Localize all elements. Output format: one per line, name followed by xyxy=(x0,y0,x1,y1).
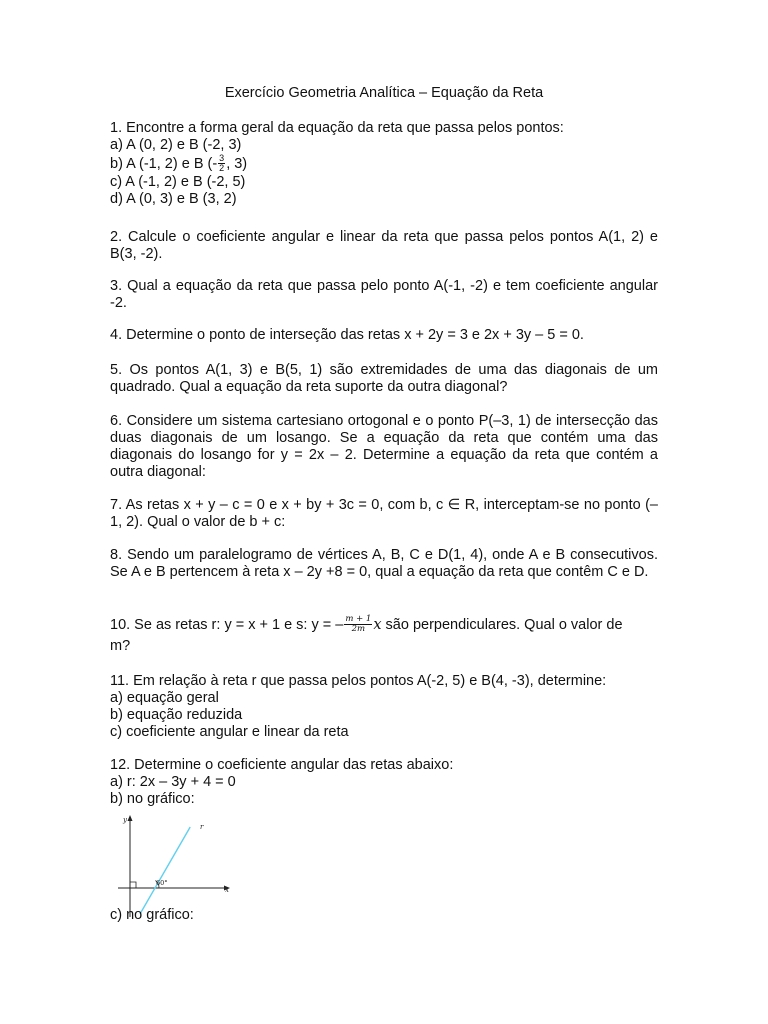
question-1-item-d: d) A (0, 3) e B (3, 2) xyxy=(110,191,237,207)
line-graph xyxy=(112,812,252,922)
question-12-stem: 12. Determine o coeficiente angular das retas abaixo: xyxy=(110,757,454,773)
question-4: 4. Determine o ponto de interseção das retas x + 2y = 3 e 2x + 3y – 5 = 0. xyxy=(110,327,584,343)
question-1-stem: 1. Encontre a forma geral da equação da reta que passa pelos pontos: xyxy=(110,120,564,136)
question-10-end: m? xyxy=(110,638,131,654)
question-6: 6. Considere um sistema cartesiano ortogonal e o ponto P(–3, 1) de intersecção das duas diagonais de um losango. Se a equação da reta que contém uma das diagonais do losango for y = 2x – 2. Determine a equação da reta que contém a outra diagonal: xyxy=(110,413,658,480)
variable-x: x xyxy=(373,617,382,633)
question-11 xyxy=(110,673,658,741)
question-1-item-b-end: , 3) xyxy=(226,156,248,172)
question-1-item-b xyxy=(110,154,658,174)
question-11-item-a: a) equação geral xyxy=(110,690,219,706)
question-2: 2. Calcule o coeficiente angular e linear da reta que passa pelos pontos A(1, 2) e B(3, -2). xyxy=(110,229,658,262)
fraction-m-plus-1-over-2m xyxy=(344,615,372,634)
fraction-denominator: 2 xyxy=(219,162,225,173)
question-5: 5. Os pontos A(1, 3) e B(5, 1) são extremidades de uma das diagonais de um quadrado. Qual a equação da reta suporte da outra diagonal? xyxy=(110,362,658,395)
fraction-three-halves xyxy=(218,154,225,173)
question-1 xyxy=(110,120,658,208)
question-12-item-c: c) no gráfico: xyxy=(110,907,194,923)
fraction-denominator: 2m xyxy=(351,623,366,634)
y-axis-arrow xyxy=(128,815,133,821)
line-r xyxy=(140,827,190,914)
line-r-label: r xyxy=(200,823,204,831)
question-7: 7. As retas x + y – c = 0 e x + by + 3c = 0, com b, c ∈ R, interceptam-se no ponto (–1, 2). Qual o valor de b + c: xyxy=(110,497,658,530)
question-11-item-b: b) equação reduzida xyxy=(110,707,243,723)
question-10-middle: são perpendiculares. Qual o valor de xyxy=(381,617,623,633)
fraction-numerator: 3 xyxy=(219,152,225,163)
right-angle-marker xyxy=(130,882,136,888)
fraction-numerator: m + 1 xyxy=(345,613,372,624)
question-1-item-c: c) A (-1, 2) e B (-2, 5) xyxy=(110,174,246,190)
question-10 xyxy=(110,612,658,655)
question-11-stem: 11. Em relação à reta r que passa pelos pontos A(-2, 5) e B(4, -3), determine: xyxy=(110,673,607,689)
question-8: 8. Sendo um paralelogramo de vértices A, B, C e D(1, 4), onde A e B consecutivos. Se A e B pertencem à reta x – 2y +8 = 0, qual a equação da reta que contêm C e D. xyxy=(110,547,658,580)
question-1-item-b-start: b) A (-1, 2) e B (- xyxy=(110,156,218,172)
x-axis-label: x xyxy=(225,886,229,894)
question-3: 3. Qual a equação da reta que passa pelo ponto A(-1, -2) e tem coeficiente angular -2. xyxy=(110,278,658,311)
question-11-item-c: c) coeficiente angular e linear da reta xyxy=(110,724,349,740)
question-10-line-1 xyxy=(110,612,658,638)
angle-label: 60° xyxy=(156,879,168,887)
question-12-item-a: a) r: 2x – 3y + 4 = 0 xyxy=(110,774,236,790)
question-12-item-b: b) no gráfico: xyxy=(110,791,195,807)
y-axis-label: y xyxy=(123,816,127,824)
page-title: Exercício Geometria Analítica – Equação da Reta xyxy=(224,85,544,101)
question-12 xyxy=(110,757,658,808)
question-1-item-a: a) A (0, 2) e B (-2, 3) xyxy=(110,137,242,153)
question-10-start: 10. Se as retas r: y = x + 1 e s: y = – xyxy=(110,617,344,633)
